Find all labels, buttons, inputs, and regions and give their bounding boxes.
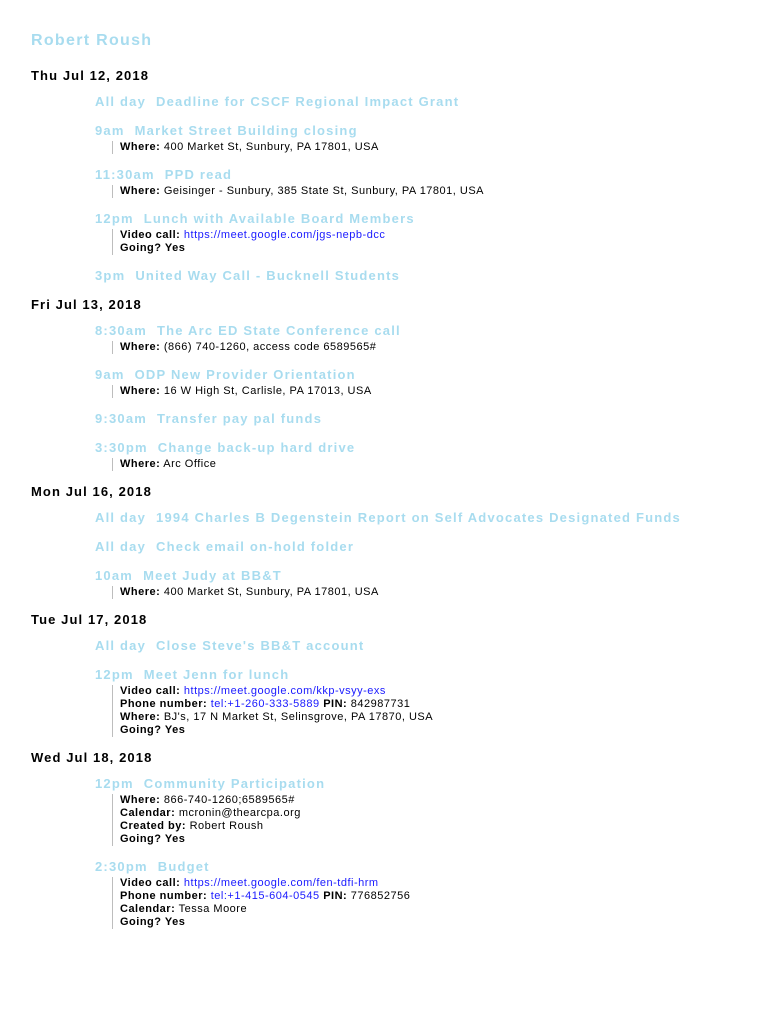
detail-line	[120, 903, 751, 916]
event-details	[112, 341, 751, 354]
detail-label: Phone number:	[120, 890, 208, 902]
detail-line	[120, 341, 751, 354]
event-name: The Arc ED State Conference call	[157, 323, 401, 338]
detail-label: Calendar:	[120, 903, 176, 915]
event-name: Meet Judy at BB&T	[143, 568, 282, 583]
event-title-line[interactable]	[95, 268, 751, 284]
event-title-line[interactable]	[95, 323, 751, 339]
detail-line	[120, 698, 751, 711]
event-name: Change back-up hard drive	[157, 440, 356, 455]
event-name: Community Participation	[143, 776, 326, 791]
detail-line	[120, 229, 751, 242]
detail-line	[120, 586, 751, 599]
event-time: 10am	[95, 568, 134, 583]
detail-value: Geisinger - Sunbury, 385 State St, Sunbury, PA 17801, USA	[163, 185, 485, 197]
calendar-event[interactable]	[95, 776, 751, 846]
event-title-line[interactable]	[95, 776, 751, 792]
event-title-line[interactable]	[95, 123, 751, 139]
detail-line	[120, 242, 751, 255]
event-details	[112, 385, 751, 398]
detail-link[interactable]: https://meet.google.com/fen-tdfi-hrm	[183, 877, 379, 889]
day-heading: Mon Jul 16, 2018	[31, 484, 152, 499]
detail-value: 400 Market St, Sunbury, PA 17801, USA	[163, 141, 379, 153]
calendar-event[interactable]	[95, 167, 751, 198]
detail-pin-value: 776852756	[350, 890, 411, 902]
calendar-event[interactable]	[95, 440, 751, 471]
agenda-day	[31, 612, 751, 737]
detail-line	[120, 877, 751, 890]
detail-value: (866) 740-1260, access code 6589565#	[163, 341, 377, 353]
day-heading: Fri Jul 13, 2018	[31, 297, 142, 312]
detail-value: mcronin@thearcpa.org	[178, 807, 301, 819]
event-time: 9am	[95, 367, 125, 382]
detail-line	[120, 685, 751, 698]
detail-line	[120, 916, 751, 929]
event-time: 12pm	[95, 211, 134, 226]
agenda-day	[31, 484, 751, 599]
event-name: PPD read	[164, 167, 233, 182]
detail-label: Where:	[120, 185, 161, 197]
detail-label: Going? Yes	[120, 916, 186, 928]
event-name: Deadline for CSCF Regional Impact Grant	[156, 94, 460, 109]
detail-line	[120, 890, 751, 903]
event-name: United Way Call - Bucknell Students	[135, 268, 401, 283]
event-title-line[interactable]	[95, 568, 751, 584]
event-time: 12pm	[95, 776, 134, 791]
detail-line	[120, 820, 751, 833]
event-name: Budget	[157, 859, 210, 874]
detail-value: 400 Market St, Sunbury, PA 17801, USA	[163, 586, 379, 598]
calendar-event[interactable]	[95, 94, 751, 110]
detail-label: Where:	[120, 586, 161, 598]
event-title-line[interactable]	[95, 539, 751, 555]
event-time: 8:30am	[95, 323, 148, 338]
agenda-day	[31, 68, 751, 284]
day-heading: Wed Jul 18, 2018	[31, 750, 153, 765]
calendar-event[interactable]	[95, 568, 751, 599]
agenda-day	[31, 750, 751, 929]
calendar-event[interactable]	[95, 859, 751, 929]
detail-value: Tessa Moore	[178, 903, 248, 915]
agenda-days	[31, 68, 751, 942]
detail-label: Where:	[120, 141, 161, 153]
calendar-event[interactable]	[95, 411, 751, 427]
detail-label: Calendar:	[120, 807, 176, 819]
detail-label: Created by:	[120, 820, 187, 832]
calendar-event[interactable]	[95, 667, 751, 737]
detail-line	[120, 458, 751, 471]
detail-link[interactable]: tel:+1-415-604-0545	[210, 890, 320, 902]
calendar-event[interactable]	[95, 539, 751, 555]
detail-line	[120, 141, 751, 154]
detail-line	[120, 724, 751, 737]
detail-value: Robert Roush	[189, 820, 264, 832]
detail-value: Arc Office	[163, 458, 217, 470]
event-title-line[interactable]	[95, 167, 751, 183]
event-title-line[interactable]	[95, 94, 751, 110]
event-time: 2:30pm	[95, 859, 148, 874]
event-time: All day	[95, 638, 147, 653]
detail-link[interactable]: https://meet.google.com/jgs-nepb-dcc	[183, 229, 386, 241]
calendar-event[interactable]	[95, 367, 751, 398]
event-title-line[interactable]	[95, 367, 751, 383]
event-name: 1994 Charles B Degenstein Report on Self Advocates Designated Funds	[156, 510, 681, 525]
calendar-owner-name: Robert Roush	[31, 32, 153, 49]
detail-label: Video call:	[120, 877, 181, 889]
event-time: 11:30am	[95, 167, 155, 182]
event-details	[112, 685, 751, 737]
calendar-event[interactable]	[95, 510, 751, 526]
detail-line	[120, 794, 751, 807]
detail-label: Phone number:	[120, 698, 208, 710]
detail-value: BJ's, 17 N Market St, Selinsgrove, PA 17870, USA	[163, 711, 434, 723]
day-heading: Tue Jul 17, 2018	[31, 612, 148, 627]
detail-line	[120, 833, 751, 846]
detail-label: Video call:	[120, 685, 181, 697]
detail-line	[120, 807, 751, 820]
detail-line	[120, 185, 751, 198]
detail-label: Video call:	[120, 229, 181, 241]
calendar-event[interactable]	[95, 123, 751, 154]
detail-link[interactable]: tel:+1-260-333-5889	[210, 698, 320, 710]
event-details	[112, 185, 751, 198]
event-name: Market Street Building closing	[134, 123, 358, 138]
event-details	[112, 586, 751, 599]
event-details	[112, 794, 751, 846]
event-name: Check email on-hold folder	[156, 539, 355, 554]
event-name: Meet Jenn for lunch	[143, 667, 290, 682]
event-title-line[interactable]	[95, 411, 751, 427]
event-name: Close Steve's BB&T account	[156, 638, 365, 653]
detail-pin-value: 842987731	[350, 698, 411, 710]
detail-value: 866-740-1260;6589565#	[163, 794, 295, 806]
day-heading: Thu Jul 12, 2018	[31, 68, 150, 83]
detail-link[interactable]: https://meet.google.com/kkp-vsyy-exs	[183, 685, 386, 697]
event-time: 9am	[95, 123, 125, 138]
detail-label: Where:	[120, 341, 161, 353]
detail-pin-label: PIN:	[323, 890, 348, 902]
event-time: 9:30am	[95, 411, 148, 426]
event-time: All day	[95, 94, 147, 109]
detail-label: Going? Yes	[120, 724, 186, 736]
event-title-line[interactable]	[95, 440, 751, 456]
calendar-event[interactable]	[95, 268, 751, 284]
event-title-line[interactable]	[95, 667, 751, 683]
event-title-line[interactable]	[95, 510, 751, 526]
detail-label: Where:	[120, 711, 161, 723]
detail-label: Going? Yes	[120, 833, 186, 845]
calendar-event[interactable]	[95, 211, 751, 255]
event-title-line[interactable]	[95, 859, 751, 875]
detail-line	[120, 385, 751, 398]
detail-label: Where:	[120, 794, 161, 806]
event-time: 3pm	[95, 268, 126, 283]
event-details	[112, 141, 751, 154]
detail-pin-label: PIN:	[323, 698, 348, 710]
detail-label: Where:	[120, 458, 161, 470]
detail-label: Going? Yes	[120, 242, 186, 254]
event-time: All day	[95, 510, 147, 525]
event-time: All day	[95, 539, 147, 554]
event-name: Lunch with Available Board Members	[143, 211, 415, 226]
detail-label: Where:	[120, 385, 161, 397]
calendar-event[interactable]	[95, 638, 751, 654]
detail-value: 16 W High St, Carlisle, PA 17013, USA	[163, 385, 372, 397]
detail-line	[120, 711, 751, 724]
event-title-line[interactable]	[95, 638, 751, 654]
event-details	[112, 458, 751, 471]
event-time: 12pm	[95, 667, 134, 682]
event-time: 3:30pm	[95, 440, 148, 455]
calendar-event[interactable]	[95, 323, 751, 354]
event-details	[112, 229, 751, 255]
event-title-line[interactable]	[95, 211, 751, 227]
agenda-day	[31, 297, 751, 471]
event-details	[112, 877, 751, 929]
event-name: ODP New Provider Orientation	[134, 367, 356, 382]
event-name: Transfer pay pal funds	[157, 411, 323, 426]
